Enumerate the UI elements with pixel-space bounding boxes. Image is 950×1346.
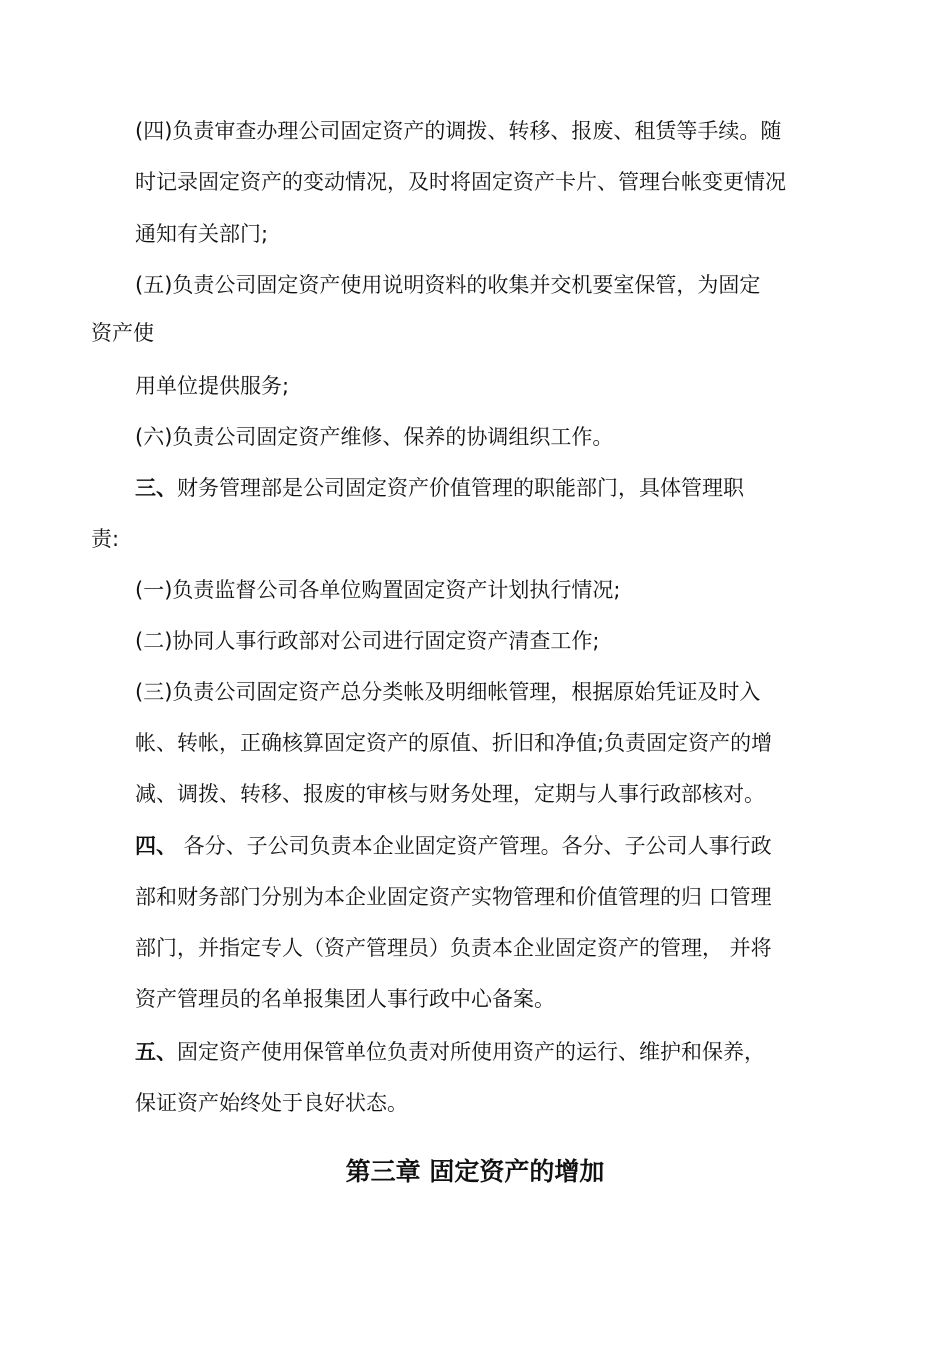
text-line: (五)负责公司固定资产使用说明资料的收集并交机要室保管，为固定 xyxy=(135,273,761,297)
text-line: (四)负责审查办理公司固定资产的调拨、转移、报废、租赁等手续。随 xyxy=(135,119,782,143)
text-line: 帐、转帐，正确核算固定资产的原值、折旧和净值;负责固定资产的增 xyxy=(135,731,773,755)
text-line: 减、调拨、转移、报废的审核与财务处理，定期与人事行政部核对。 xyxy=(135,782,765,806)
section-text: 各分、子公司负责本企业固定资产管理。各分、子公司人事行政 xyxy=(177,834,772,858)
section-marker: 五、 xyxy=(135,1040,177,1064)
section-line xyxy=(135,1037,765,1067)
text-line: 部和财务部门分别为本企业固定资产实物管理和价值管理的归 口管理 xyxy=(135,885,772,909)
section-line xyxy=(135,831,772,861)
section-line xyxy=(135,473,744,503)
section-text: 固定资产使用保管单位负责对所使用资产的运行、维护和保养， xyxy=(177,1040,765,1064)
section-text: 财务管理部是公司固定资产价值管理的职能部门，具体管理职 xyxy=(177,476,744,500)
text-line: (六)负责公司固定资产维修、保养的协调组织工作。 xyxy=(135,425,614,449)
text-line: 资产使 xyxy=(91,321,154,345)
text-line: 资产管理员的名单报集团人事行政中心备案。 xyxy=(135,987,555,1011)
text-line: 用单位提供服务; xyxy=(135,374,290,398)
text-line: (一)负责监督公司各单位购置固定资产计划执行情况; xyxy=(135,578,621,602)
text-line: 责: xyxy=(91,527,120,551)
chapter-title: 第三章 固定资产的增加 xyxy=(345,1157,605,1186)
text-line: 时记录固定资产的变动情况，及时将固定资产卡片、管理台帐变更情况 xyxy=(135,170,786,194)
section-marker: 三、 xyxy=(135,476,177,500)
section-marker: 四、 xyxy=(135,834,177,858)
text-line: 保证资产始终处于良好状态。 xyxy=(135,1091,408,1115)
text-line: 通知有关部门; xyxy=(135,222,269,246)
text-line: 部门，并指定专人（资产管理员）负责本企业固定资产的管理， 并将 xyxy=(135,936,772,960)
text-line: (二)协同人事行政部对公司进行固定资产清查工作; xyxy=(135,629,600,653)
text-line: (三)负责公司固定资产总分类帐及明细帐管理，根据原始凭证及时入 xyxy=(135,680,761,704)
